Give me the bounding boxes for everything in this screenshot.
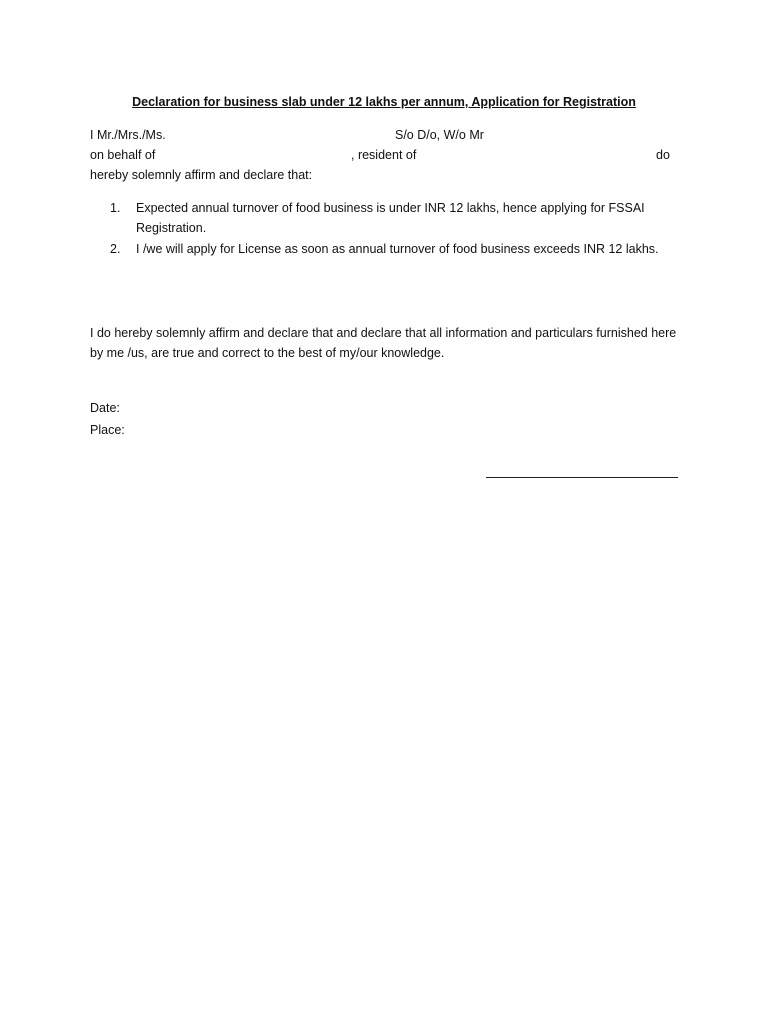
on-behalf-label: on behalf of	[90, 148, 156, 162]
signature-line	[486, 477, 678, 478]
list-item-number: 1.	[110, 201, 121, 215]
place-label: Place:	[90, 423, 125, 437]
resident-label: , resident of	[351, 148, 417, 162]
affirm-text: hereby solemnly affirm and declare that:	[90, 168, 313, 182]
list-item-number: 2.	[110, 242, 121, 256]
name-prefix-label: I Mr./Mrs./Ms.	[90, 128, 166, 142]
document-title: Declaration for business slab under 12 lakhs per annum, Application for Registration	[132, 95, 636, 109]
declaration-paragraph: I do hereby solemnly affirm and declare that and declare that all information and particulars furnished here by me /us, are true and correct to the best of my/our knowledge.	[90, 326, 677, 360]
list-item	[110, 239, 670, 259]
list-item-text: Expected annual turnover of food business is under INR 12 lakhs, hence applying for FSSAI Registration.	[136, 201, 645, 235]
list-item	[110, 198, 670, 238]
list-item-text: I /we will apply for License as soon as annual turnover of food business exceeds INR 12 lakhs.	[136, 242, 659, 256]
relation-label: S/o D/o, W/o Mr	[395, 128, 484, 142]
declaration-points	[110, 198, 670, 259]
date-label: Date:	[90, 401, 120, 415]
do-label: do	[656, 148, 670, 162]
